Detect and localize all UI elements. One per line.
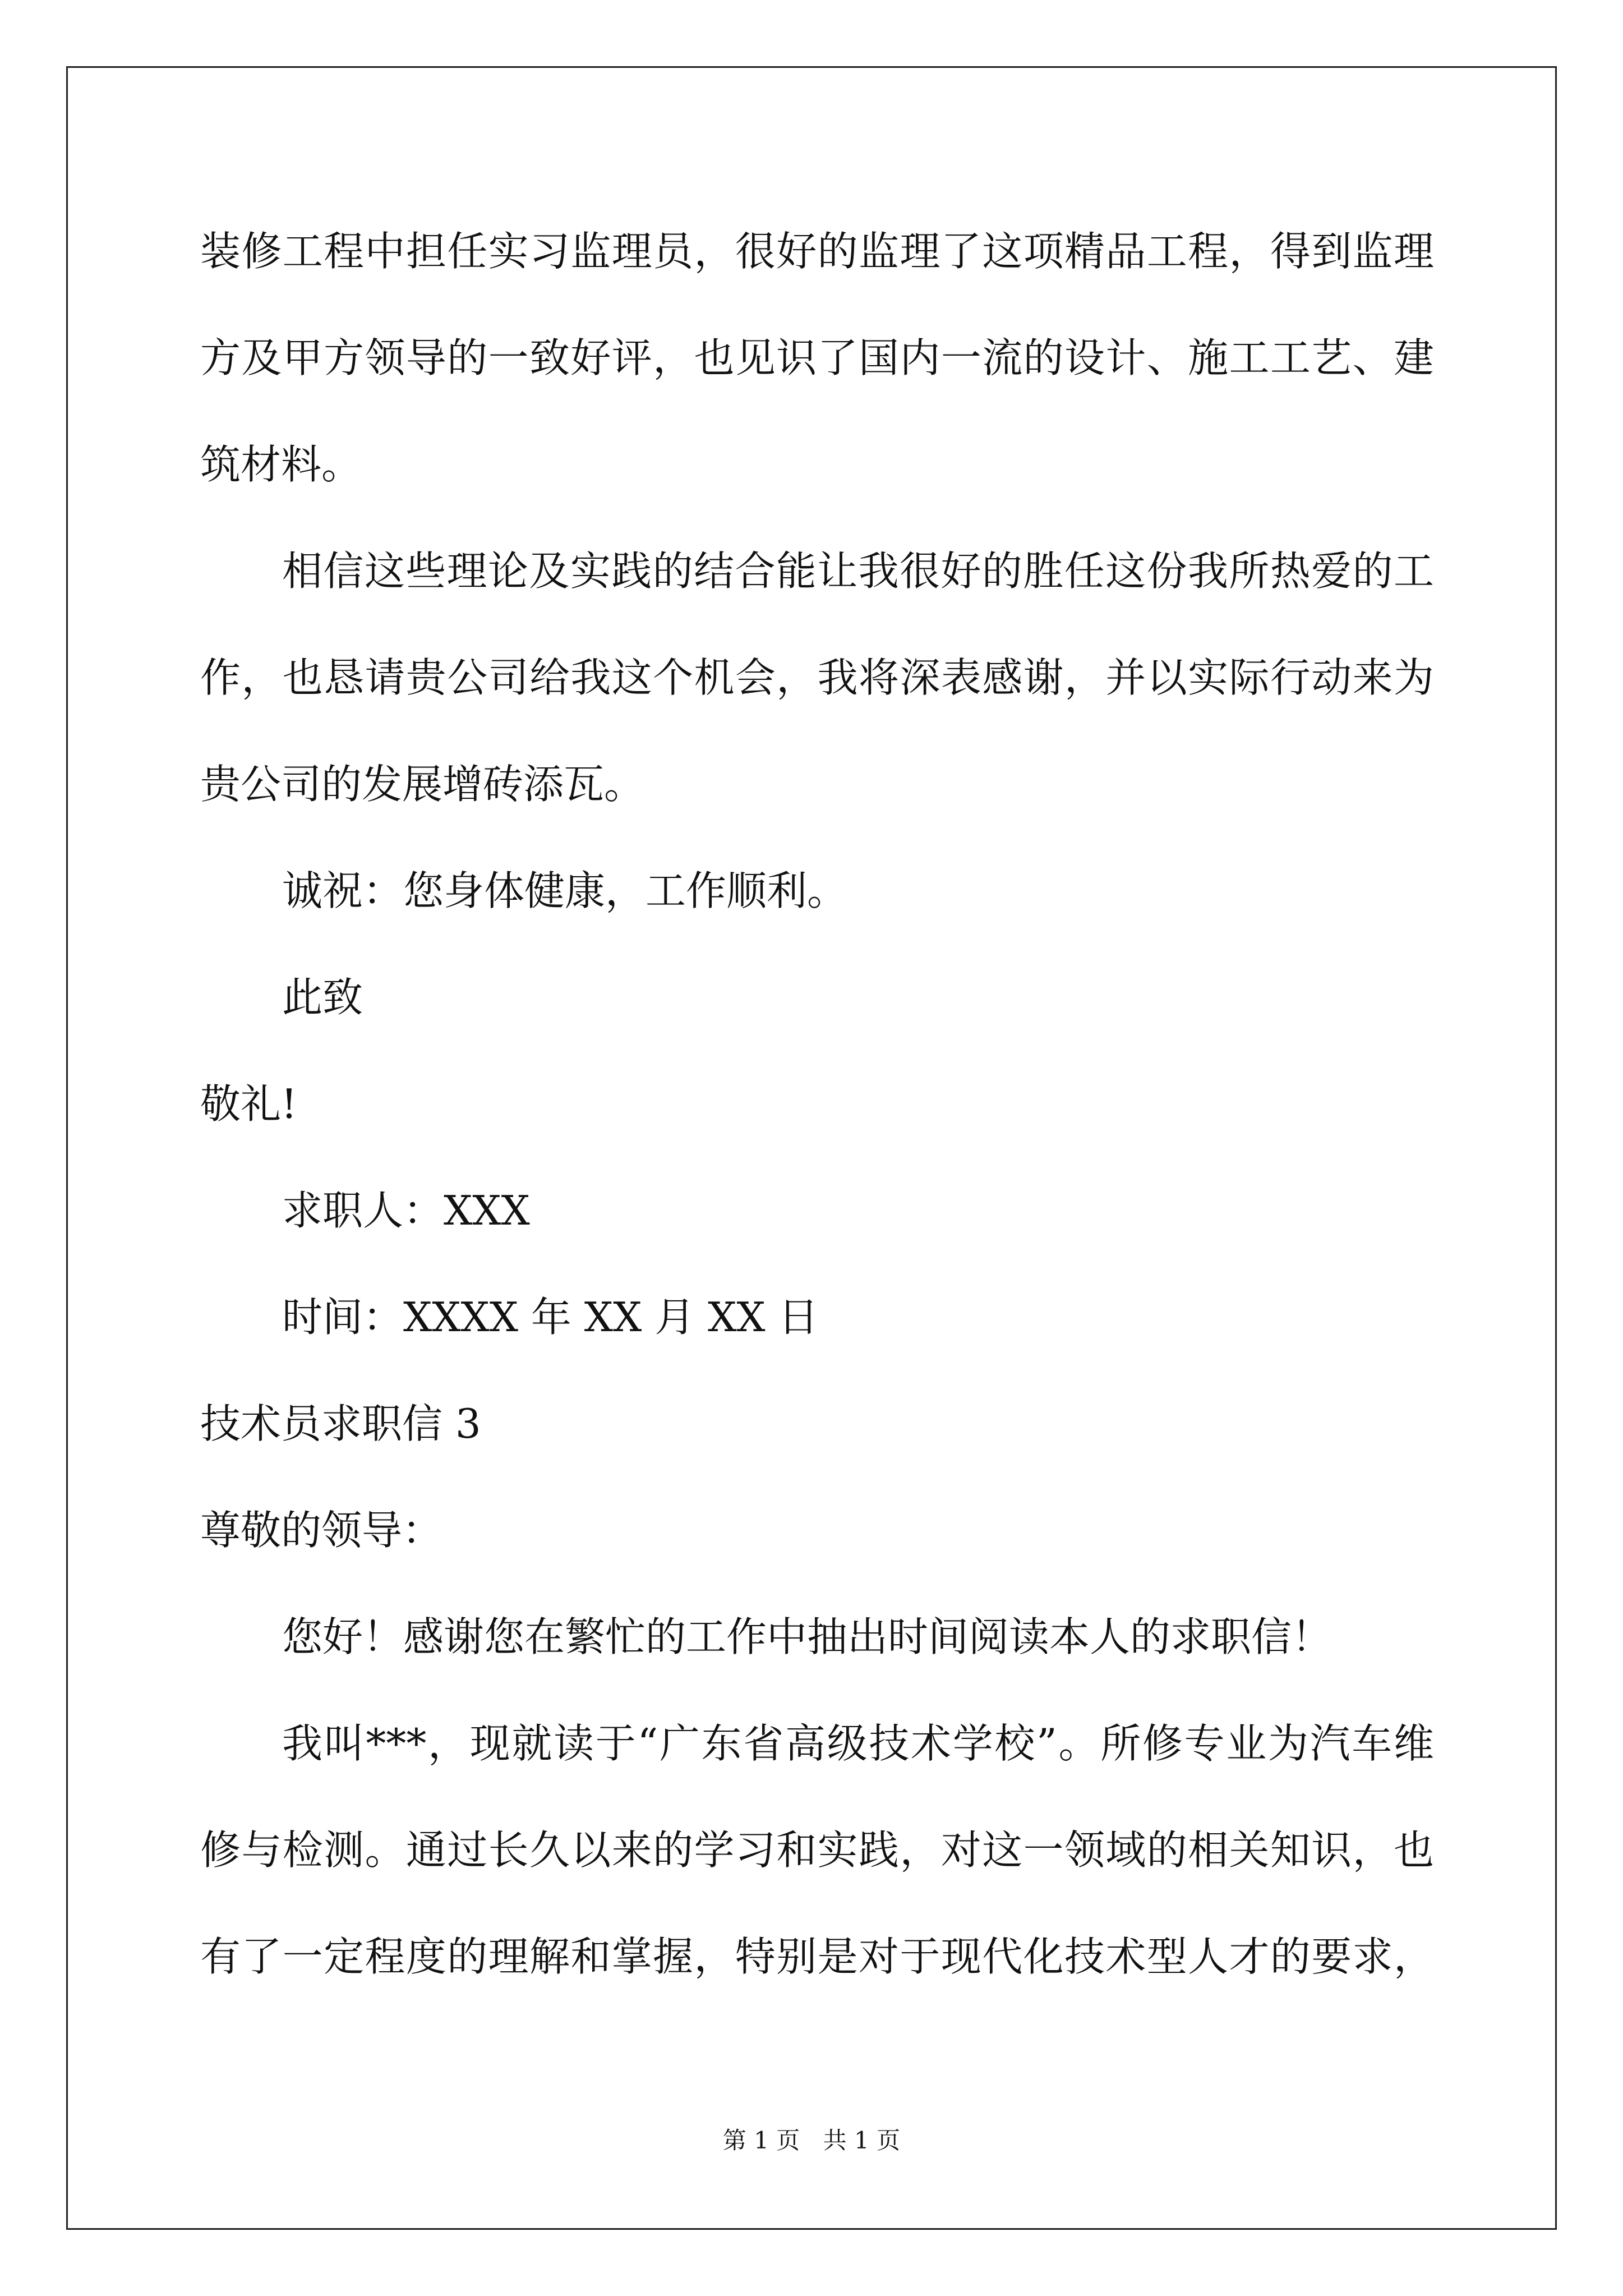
paragraph-start: 我叫***，现就读于“广东省高级技术学校”。所修专业为汽车维	[282, 1720, 1434, 1767]
paragraph-start: 相信这些理论及实践的结合能让我很好的胜任这份我所热爱的工	[282, 547, 1434, 595]
closing-line: 此致	[282, 974, 363, 1021]
section-heading: 技术员求职信 3	[200, 1400, 481, 1447]
page-number-total: 共 1 页	[823, 2127, 901, 2154]
greeting-line: 尊敬的领导：	[200, 1507, 443, 1554]
paragraph-start: 您好！感谢您在繁忙的工作中抽出时间阅读本人的求职信！	[282, 1613, 1332, 1660]
page-footer	[0, 2125, 1623, 2156]
page-number-current: 第 1 页	[722, 2127, 800, 2154]
signature-line: 求职人：XXX	[282, 1187, 530, 1234]
page-border	[66, 66, 1557, 2230]
salutation-line: 敬礼!	[200, 1080, 297, 1128]
text-line: 作，也恳请贵公司给我这个机会，我将深表感谢，并以实际行动来为	[200, 654, 1434, 701]
paragraph-start: 诚祝：您身体健康，工作顺利。	[282, 867, 848, 914]
text-line: 筑材料。	[200, 441, 362, 488]
text-line: 贵公司的发展增砖添瓦。	[200, 761, 645, 808]
text-line: 修与检测。通过长久以来的学习和实践，对这一领域的相关知识，也	[200, 1826, 1434, 1874]
date-line: 时间：XXXX 年 XX 月 XX 日	[282, 1294, 819, 1341]
text-line: 方及甲方领导的一致好评，也见识了国内一流的设计、施工工艺、建	[200, 334, 1434, 381]
text-line: 装修工程中担任实习监理员，很好的监理了这项精品工程，得到监理	[200, 228, 1434, 275]
text-line: 有了一定程度的理解和掌握，特别是对于现代化技术型人才的要求，	[200, 1933, 1434, 1980]
